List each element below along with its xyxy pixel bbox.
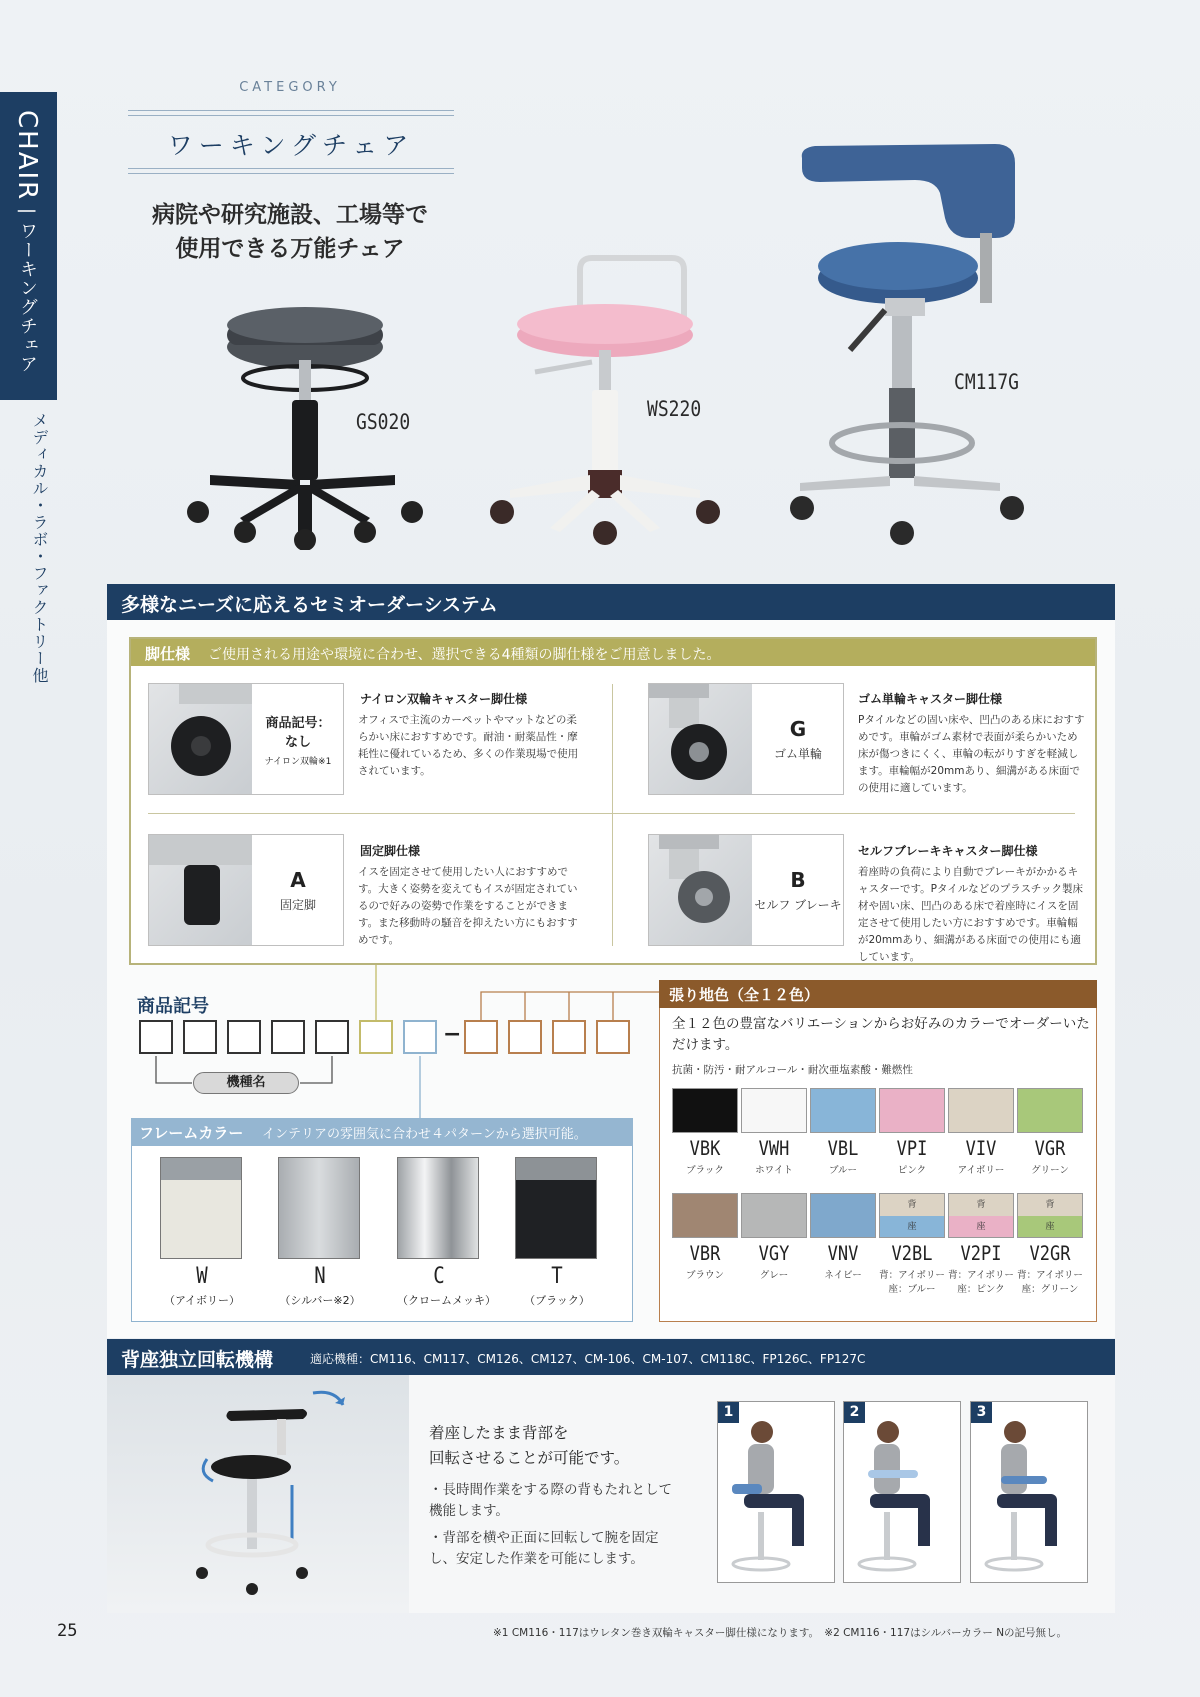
- leg-code-line2: なし: [284, 734, 311, 750]
- swatch-viv: [948, 1088, 1014, 1176]
- step-number: 1: [718, 1402, 739, 1423]
- side-tab: [0, 92, 57, 400]
- step-number: 3: [971, 1402, 992, 1423]
- side-sep: |: [17, 207, 38, 216]
- sitting-person-image: [971, 1402, 1089, 1584]
- divider: [128, 110, 454, 111]
- frame-code: W: [196, 1263, 208, 1289]
- product-code-label: 商品記号: [137, 996, 209, 1017]
- leg-desc-fixed: イスを固定させて使用したい人におすすめです。大きく姿勢を変えてもイスが固定されているので好みの姿勢で作業をすることができます。また移動時の騒音を抑えたい方にもおすすめです。: [358, 866, 578, 946]
- footnote: ※1 CM116・117はウレタン巻き双輪キャスター脚仕様になります。 ※2 CM116・117はシルバーカラー Nの記号無し。: [493, 1627, 1068, 1639]
- frame-code: N: [314, 1263, 326, 1289]
- semi-order-title: 多様なニーズに応えるセミオーダーシステム: [121, 594, 498, 616]
- color-swatch: [672, 1088, 738, 1133]
- divider: [612, 684, 613, 946]
- frame-swatch: [515, 1157, 597, 1259]
- swatch-name-back: 背：アイボリー: [879, 1270, 945, 1281]
- leg-spec-label: 脚仕様: [145, 645, 191, 663]
- upholstery-desc: 全１２色の豊富なバリエーションからお好みのカラーでオーダーいただけます。: [672, 1016, 1090, 1053]
- divider: [128, 173, 454, 174]
- swatch-code: VPI: [896, 1137, 928, 1161]
- sitting-person-image: [718, 1402, 836, 1584]
- divider: [128, 115, 454, 116]
- seat-color: 座: [1018, 1216, 1082, 1238]
- semi-order-header: [107, 584, 1115, 620]
- frame-code: T: [551, 1263, 563, 1289]
- swatch-v2bl: [879, 1193, 945, 1295]
- swatch-name: ネイビー: [824, 1270, 862, 1281]
- rotation-header: [107, 1339, 1115, 1375]
- color-swatch: [741, 1193, 807, 1238]
- back-color: 背: [1018, 1194, 1082, 1216]
- color-swatch: [810, 1193, 876, 1238]
- model-label-cm117g: CM117G: [954, 369, 1020, 396]
- frame-name: （シルバー※2）: [279, 1294, 361, 1307]
- sitting-person-image: [844, 1402, 962, 1584]
- leg-desc-rubber: Pタイルなどの固い床や、凹凸のある床におすすめです。車輪がゴム素材で表面が柔らかいため床が傷つきにくく、車輪の転がりすぎを軽減します。車輪幅が20mmあり、細溝がある床面での使用に適しています。: [858, 714, 1085, 794]
- leg-option-fixed: [148, 834, 344, 946]
- code-connector-lines: [130, 960, 670, 1120]
- color-swatch: [1017, 1088, 1083, 1133]
- frame-color-title: フレームカラー: [139, 1124, 244, 1142]
- frame-color-desc: インテリアの雰囲気に合わせ４パターンから選択可能。: [262, 1127, 587, 1142]
- swatch-code: VBK: [689, 1137, 721, 1161]
- swatch-code: V2BL: [891, 1242, 933, 1266]
- upholstery-features: 抗菌・防汚・耐アルコール・耐次亜塩素酸・難燃性: [672, 1064, 913, 1076]
- seat-color: 座: [949, 1216, 1013, 1238]
- leg-code-label: ゴム単輪: [773, 746, 822, 761]
- color-swatch-split: [879, 1193, 945, 1238]
- color-swatch-split: [948, 1193, 1014, 1238]
- caster-nylon-image: [149, 684, 252, 794]
- upholstery-header: [659, 980, 1097, 1008]
- leg-spec-header: [131, 639, 1095, 666]
- rotation-step-2: [843, 1401, 961, 1583]
- swatch-row-2: [672, 1193, 1092, 1318]
- rotation-lead: 着座したまま背部を 回転させることが可能です。: [429, 1424, 630, 1467]
- frame-name: （クロームメッキ）: [397, 1294, 496, 1307]
- category-label: CATEGORY: [239, 80, 341, 95]
- category-title: ワーキングチェア: [167, 131, 415, 160]
- frame-swatch: [278, 1157, 360, 1259]
- leg-desc-brake: 着座時の負荷により自動でブレーキがかかるキャスターです。Pタイルなどのプラスチック製床材や固い床、凹凸のある床で着座時にイスを固定させて使用したい方におすすめです。車輪幅が20mmあり、細溝がある床面での使用にも適しています。: [858, 866, 1083, 963]
- leg-code: B: [790, 867, 806, 892]
- swatch-v2gr: [1017, 1193, 1083, 1295]
- swatch-name: ホワイト: [755, 1165, 793, 1176]
- frame-color-header: [131, 1118, 633, 1146]
- swatch-name: グレー: [759, 1270, 789, 1281]
- frame-swatch: [397, 1157, 479, 1259]
- rotation-chair-image: [107, 1375, 409, 1613]
- leg-code: G: [789, 716, 807, 741]
- frame-name: （アイボリー）: [163, 1294, 240, 1307]
- swatch-name-back: 背：アイボリー: [1017, 1270, 1083, 1281]
- frame-code: C: [433, 1263, 445, 1289]
- swatch-name-back: 背：アイボリー: [948, 1270, 1014, 1281]
- swatch-vnv: [810, 1193, 876, 1281]
- divider: [128, 168, 454, 169]
- color-swatch: [810, 1088, 876, 1133]
- page-number: 25: [57, 1621, 78, 1641]
- leg-desc-nylon: オフィスで主流のカーペットやマットなどの柔らかい床におすすめです。耐油・耐薬品性・摩耗性に優れているため、多くの作業現場で使用されています。: [358, 714, 579, 777]
- side-category: ワーキングチェア: [17, 221, 38, 374]
- leg-option-rubber: [648, 683, 844, 795]
- swatch-code: VIV: [965, 1137, 997, 1161]
- swatch-code: VBR: [689, 1242, 721, 1266]
- swatch-name-seat: 座：ブルー: [888, 1284, 936, 1295]
- leg-title-nylon: ナイロン双輪キャスター脚仕様: [360, 692, 528, 706]
- rotation-models: 適応機種：CM116、CM117、CM126、CM127、CM-106、CM-107、CM118C、FP126C、FP127C: [310, 1352, 866, 1366]
- swatch-code: VGY: [758, 1242, 790, 1266]
- leg-code-line1: 商品記号：: [265, 715, 331, 731]
- side-title: CHAIR: [12, 110, 42, 202]
- back-color: 背: [880, 1194, 944, 1216]
- model-label-gs020: GS020: [356, 409, 411, 436]
- rotation-title: 背座独立回転機構: [121, 1349, 274, 1371]
- swatch-code: V2GR: [1029, 1242, 1071, 1266]
- rotation-bullet-2: ・背部を横や正面に回転して腕を固定し、安定した作業を可能にします。: [429, 1530, 659, 1567]
- swatch-name: ブラック: [686, 1165, 724, 1176]
- color-swatch-split: [1017, 1193, 1083, 1238]
- frame-option-n: [278, 1157, 362, 1308]
- headline: 病院や研究施設、工場等で 使用できる万能チェア: [152, 202, 428, 262]
- swatch-code: VBL: [827, 1137, 859, 1161]
- frame-option-w: [160, 1157, 244, 1308]
- leg-option-brake: [648, 834, 844, 946]
- swatch-name: ブルー: [828, 1165, 858, 1176]
- swatch-name: アイボリー: [957, 1165, 1005, 1176]
- swatch-row-1: [672, 1088, 1092, 1183]
- leg-title-fixed: 固定脚仕様: [360, 844, 421, 858]
- swatch-name-seat: 座：ピンク: [957, 1284, 1005, 1295]
- swatch-name: ブラウン: [685, 1270, 724, 1281]
- swatch-name-seat: 座：グリーン: [1021, 1284, 1079, 1295]
- frame-swatch: [160, 1157, 242, 1259]
- swatch-v2pi: [948, 1193, 1014, 1295]
- swatch-name: グリーン: [1031, 1165, 1069, 1176]
- swatch-code: VGR: [1034, 1137, 1066, 1161]
- leg-code-label: セルフ ブレーキ: [754, 897, 842, 912]
- leg-fixed-image: [149, 835, 252, 945]
- leg-code: A: [290, 867, 306, 892]
- caster-brake-image: [649, 835, 752, 945]
- swatch-vbk: [672, 1088, 738, 1176]
- leg-title-brake: セルフブレーキキャスター脚仕様: [858, 844, 1038, 858]
- model-name-pill: 機種名: [193, 1072, 299, 1094]
- leg-spec-intro: ご使用される用途や環境に合わせ、選択できる4種類の脚仕様をご用意しました。: [208, 647, 721, 663]
- swatch-code: VNV: [827, 1242, 859, 1266]
- frame-name: （ブラック）: [524, 1294, 590, 1307]
- swatch-vbl: [810, 1088, 876, 1176]
- color-swatch: [741, 1088, 807, 1133]
- color-swatch: [948, 1088, 1014, 1133]
- step-number: 2: [844, 1402, 865, 1423]
- swatch-vwh: [741, 1088, 807, 1176]
- leg-option-nylon: [148, 683, 344, 795]
- side-subtitle: メディカル・ラボ・ファクトリー他: [30, 412, 49, 684]
- model-label-ws220: WS220: [647, 396, 702, 423]
- swatch-vbr: [672, 1193, 738, 1281]
- rotation-step-3: [970, 1401, 1088, 1583]
- chair-cm117g-image: [790, 138, 1050, 558]
- leg-code-label: ナイロン双輪※1: [264, 756, 332, 767]
- leg-title-rubber: ゴム単輪キャスター脚仕様: [858, 692, 1003, 706]
- code-dash: −: [443, 1022, 462, 1047]
- color-swatch: [672, 1193, 738, 1238]
- frame-option-c: [397, 1157, 496, 1308]
- seat-color: 座: [880, 1216, 944, 1238]
- leg-code-label: 固定脚: [279, 897, 316, 912]
- swatch-code: V2PI: [960, 1242, 1002, 1266]
- swatch-vgr: [1017, 1088, 1083, 1176]
- swatch-vgy: [741, 1193, 807, 1281]
- upholstery-title: 張り地色（全１２色）: [669, 986, 820, 1004]
- swatch-code: VWH: [758, 1137, 790, 1161]
- caster-rubber-image: [649, 684, 752, 794]
- back-color: 背: [949, 1194, 1013, 1216]
- swatch-vpi: [879, 1088, 945, 1176]
- swatch-name: ピンク: [897, 1165, 927, 1176]
- rotation-step-1: [717, 1401, 835, 1583]
- rotation-bullet-1: ・長時間作業をする際の背もたれとして機能します。: [429, 1482, 672, 1519]
- color-swatch: [879, 1088, 945, 1133]
- frame-option-t: [515, 1157, 599, 1308]
